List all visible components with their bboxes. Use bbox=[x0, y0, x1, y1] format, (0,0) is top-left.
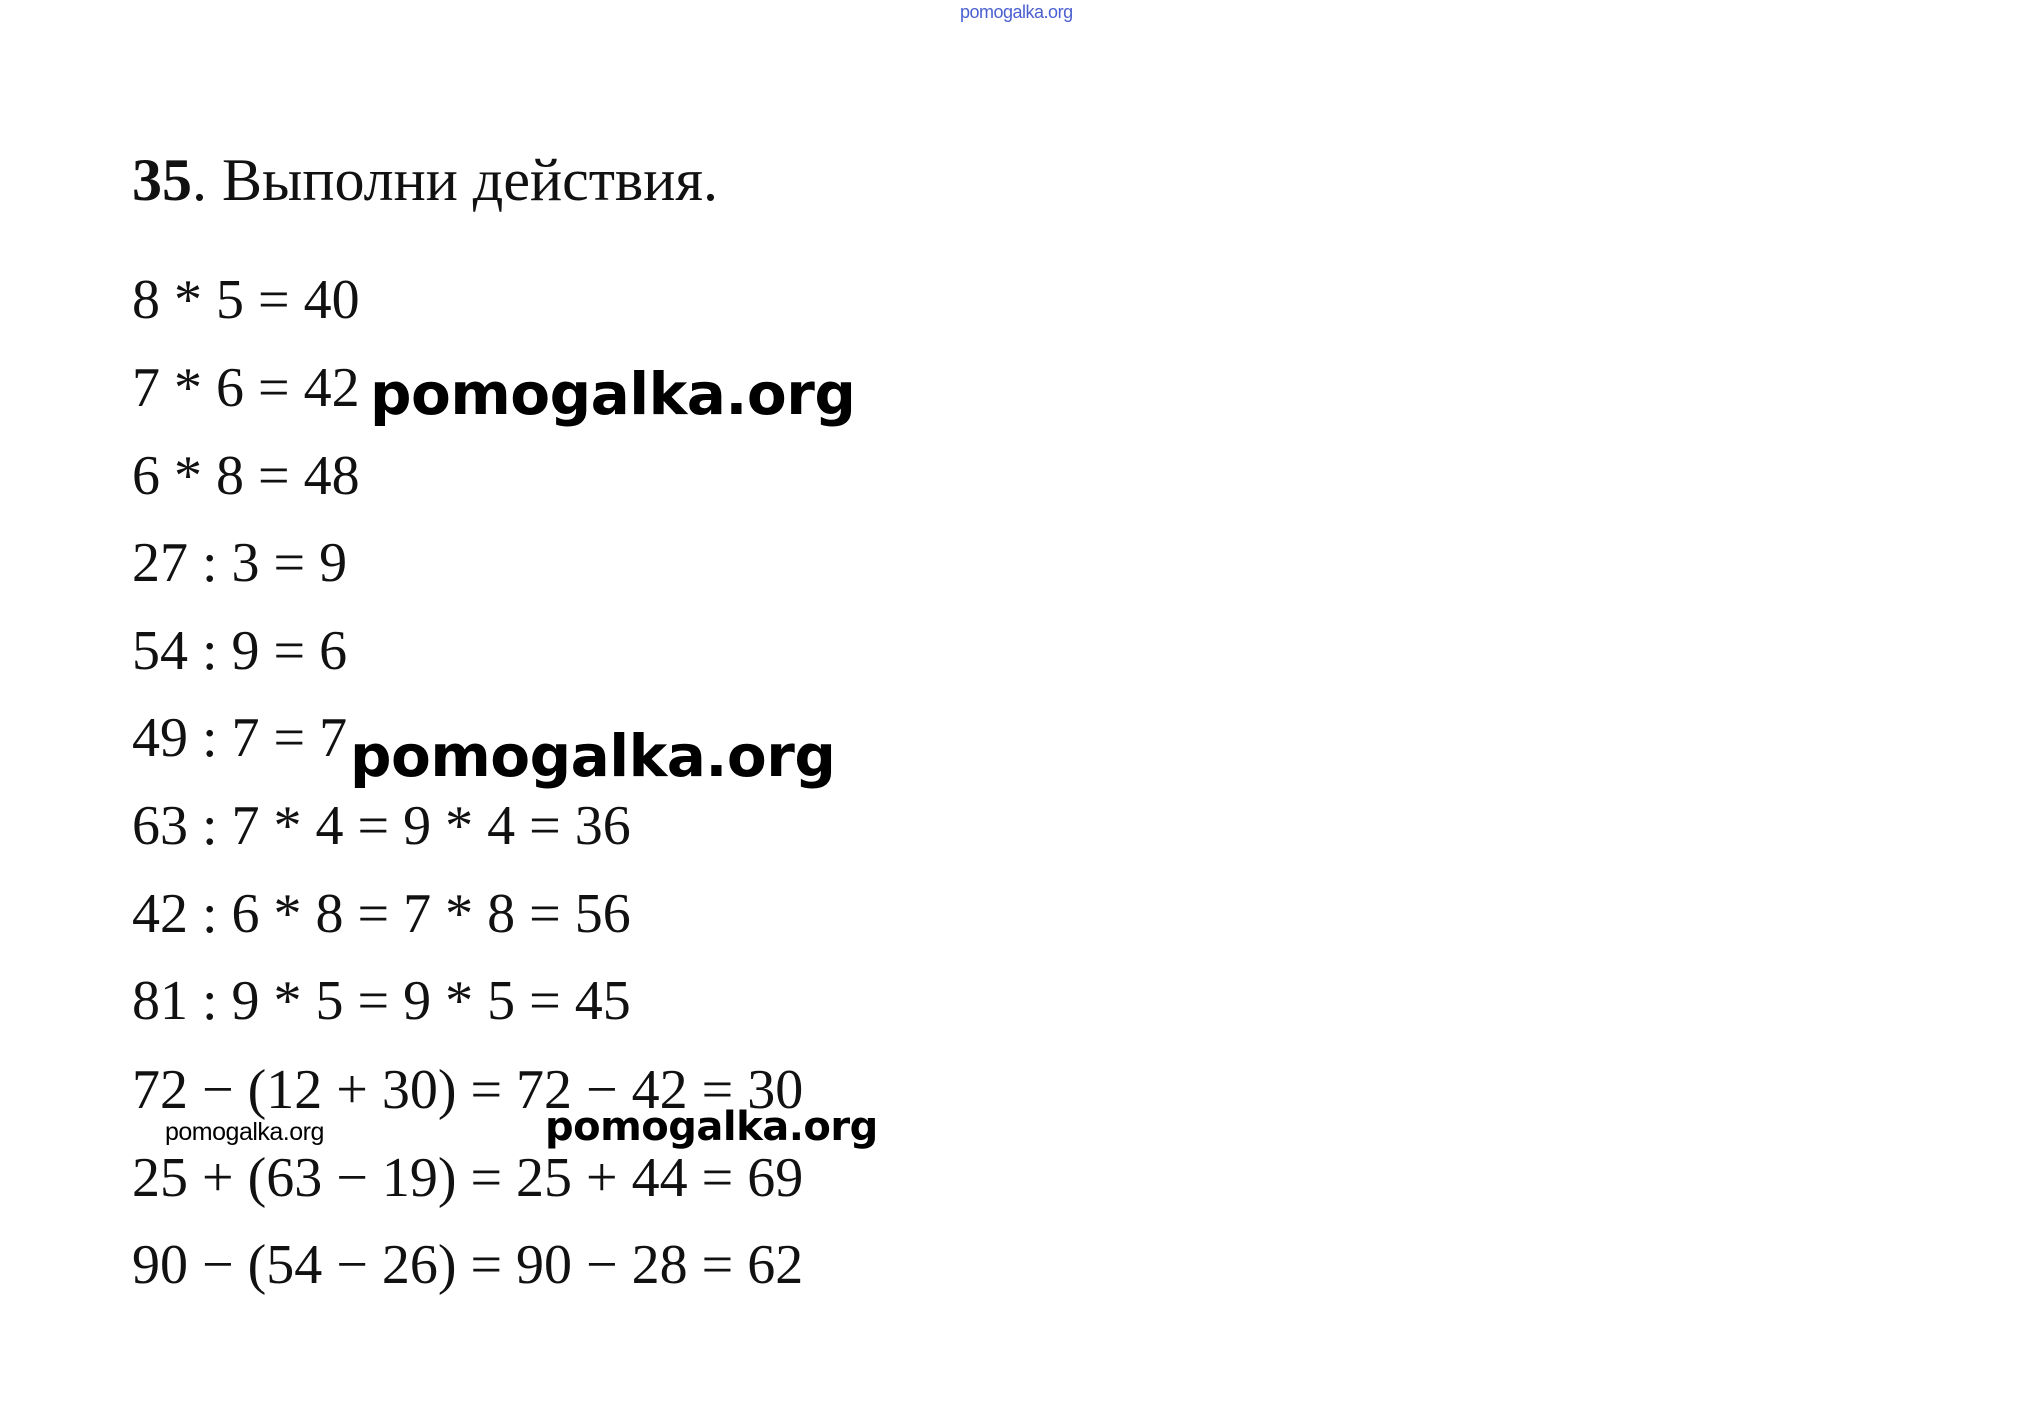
equation-line: 49 : 7 = 7 bbox=[132, 707, 348, 769]
site-link[interactable]: pomogalka.org bbox=[960, 2, 1073, 22]
equation-line: 6 * 8 = 48 bbox=[132, 445, 360, 507]
equation-line: 72 − (12 + 30) = 72 − 42 = 30 bbox=[132, 1059, 804, 1121]
watermark: pomogalka.org bbox=[545, 1104, 878, 1150]
task-number: 35 bbox=[132, 147, 192, 213]
equation-line: 63 : 7 * 4 = 9 * 4 = 36 bbox=[132, 795, 631, 857]
task-title: . Выполни действия. bbox=[192, 147, 718, 213]
equation-line: 90 − (54 − 26) = 90 − 28 = 62 bbox=[132, 1234, 804, 1296]
equation-line: 42 : 6 * 8 = 7 * 8 = 56 bbox=[132, 883, 631, 945]
equation-line: 7 * 6 = 42 bbox=[132, 357, 360, 419]
equation-line: 81 : 9 * 5 = 9 * 5 = 45 bbox=[132, 970, 631, 1032]
equation-line: 8 * 5 = 40 bbox=[132, 269, 360, 331]
equation-line: 25 + (63 − 19) = 25 + 44 = 69 bbox=[132, 1147, 804, 1209]
task-heading bbox=[132, 145, 718, 215]
equation-line: 27 : 3 = 9 bbox=[132, 532, 348, 594]
equation-line: 54 : 9 = 6 bbox=[132, 620, 348, 682]
watermark: pomogalka.org bbox=[370, 360, 856, 428]
watermark: pomogalka.org bbox=[350, 722, 836, 790]
watermark: pomogalka.org bbox=[165, 1118, 324, 1146]
